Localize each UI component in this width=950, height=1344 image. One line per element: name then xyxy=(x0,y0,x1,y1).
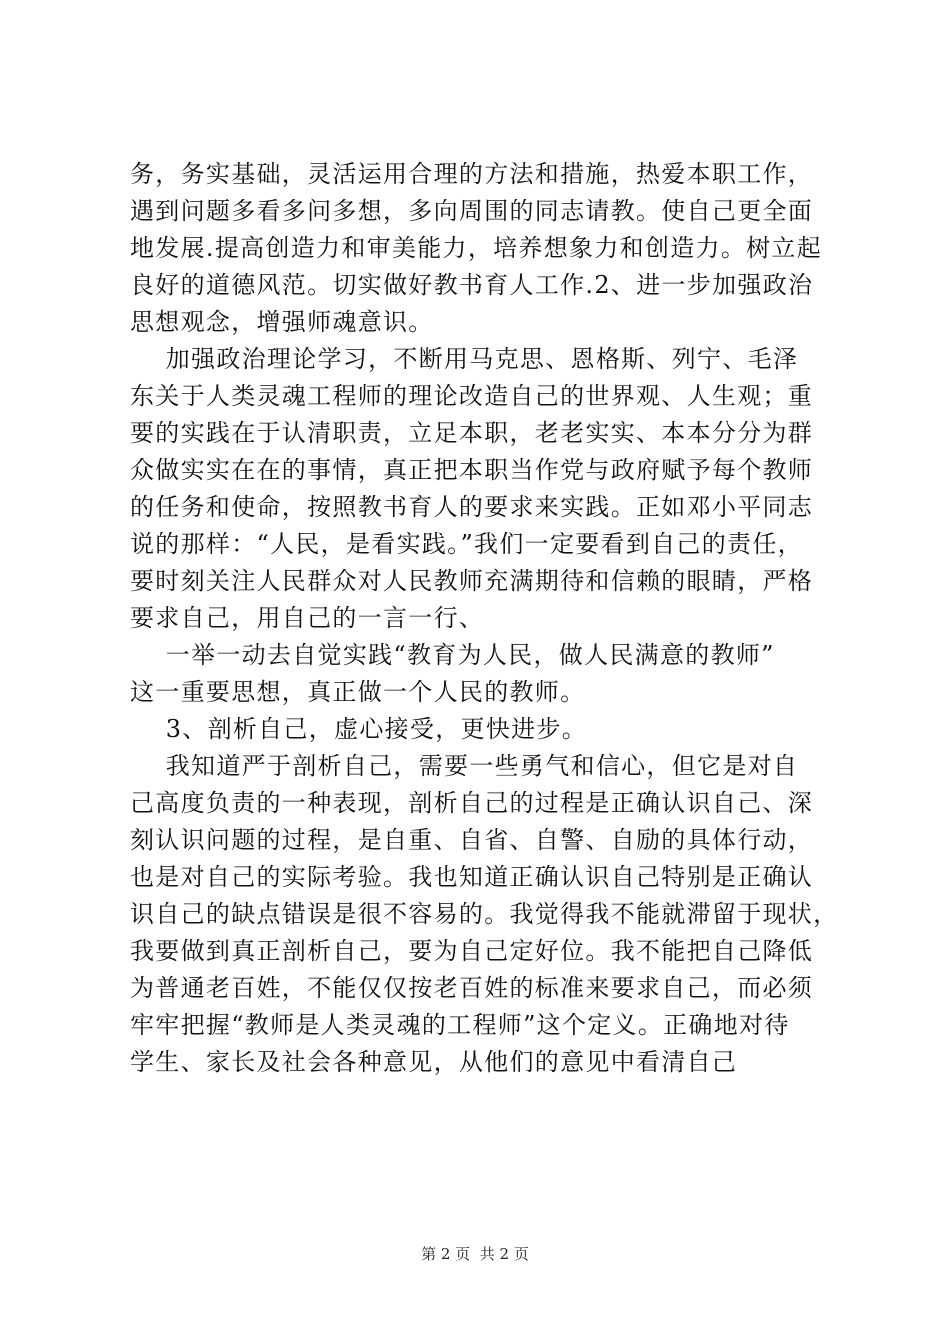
text-line: 我要做到真正剖析自己，要为自己定好位。我不能把自己降低 xyxy=(130,937,814,965)
document-body xyxy=(130,156,839,1081)
text-line: 众做实实在在的事情，真正把本职当作党与政府赋予每个教师 xyxy=(130,456,814,484)
text-line: 要的实践在于认清职责，立足本职，老老实实、本本分分为群 xyxy=(130,419,814,447)
text-line: 良好的道德风范。切实做好教书育人工作.2、进一步加强政治 xyxy=(130,271,814,299)
text-line: 说的那样：“人民，是看实践。”我们一定要看到自己的责任， xyxy=(130,530,803,558)
text-line: 学生、家长及社会各种意见，从他们的意见中看清自己 xyxy=(130,1048,738,1076)
text-line: 务，务实基础，灵活运用合理的方法和措施，热爱本职工作， xyxy=(130,160,814,188)
text-line: 东关于人类灵魂工程师的理论改造自己的世界观、人生观；重 xyxy=(130,382,814,410)
text-line: 地发展.提高创造力和审美能力，培养想象力和创造力。树立起 xyxy=(130,234,823,262)
text-line: 这一重要思想，真正做一个人民的教师。 xyxy=(130,678,586,706)
text-line: 刻认识问题的过程，是自重、自省、自警、自励的具体行动， xyxy=(130,826,814,854)
text-line: 一举一动去自觉实践“教育为人民，做人民满意的教师” xyxy=(130,641,775,669)
text-line: 要求自己，用自己的一言一行、 xyxy=(130,604,485,632)
text-line: 要时刻关注人民群众对人民教师充满期待和信赖的眼睛，严格 xyxy=(130,567,814,595)
page-number-footer: 第 2 页 共 2 页 xyxy=(421,1245,529,1263)
text-line: 也是对自己的实际考验。我也知道正确认识自己特别是正确认 xyxy=(130,863,814,891)
text-line: 加强政治理论学习，不断用马克思、恩格斯、列宁、毛泽 xyxy=(130,345,799,373)
text-line: 牢牢把握“教师是人类灵魂的工程师”这个定义。正确地对待 xyxy=(130,1011,790,1039)
text-line: 识自己的缺点错误是很不容易的。我觉得我不能就滞留于现状， xyxy=(130,900,839,928)
text-line: 的任务和使命，按照教书育人的要求来实践。正如邓小平同志 xyxy=(130,493,814,521)
text-line: 为普通老百姓，不能仅仅按老百姓的标准来要求自己，而必须 xyxy=(130,974,814,1002)
text-line: 3、剖析自己，虚心接受，更快进步。 xyxy=(130,715,588,743)
text-line: 思想观念，增强师魂意识。 xyxy=(130,308,434,336)
text-line: 遇到问题多看多问多想，多向周围的同志请教。使自己更全面 xyxy=(130,197,814,225)
text-line: 我知道严于剖析自己，需要一些勇气和信心，但它是对自 xyxy=(130,752,799,780)
text-line: 己高度负责的一种表现，剖析自己的过程是正确认识自己、深 xyxy=(130,789,814,817)
